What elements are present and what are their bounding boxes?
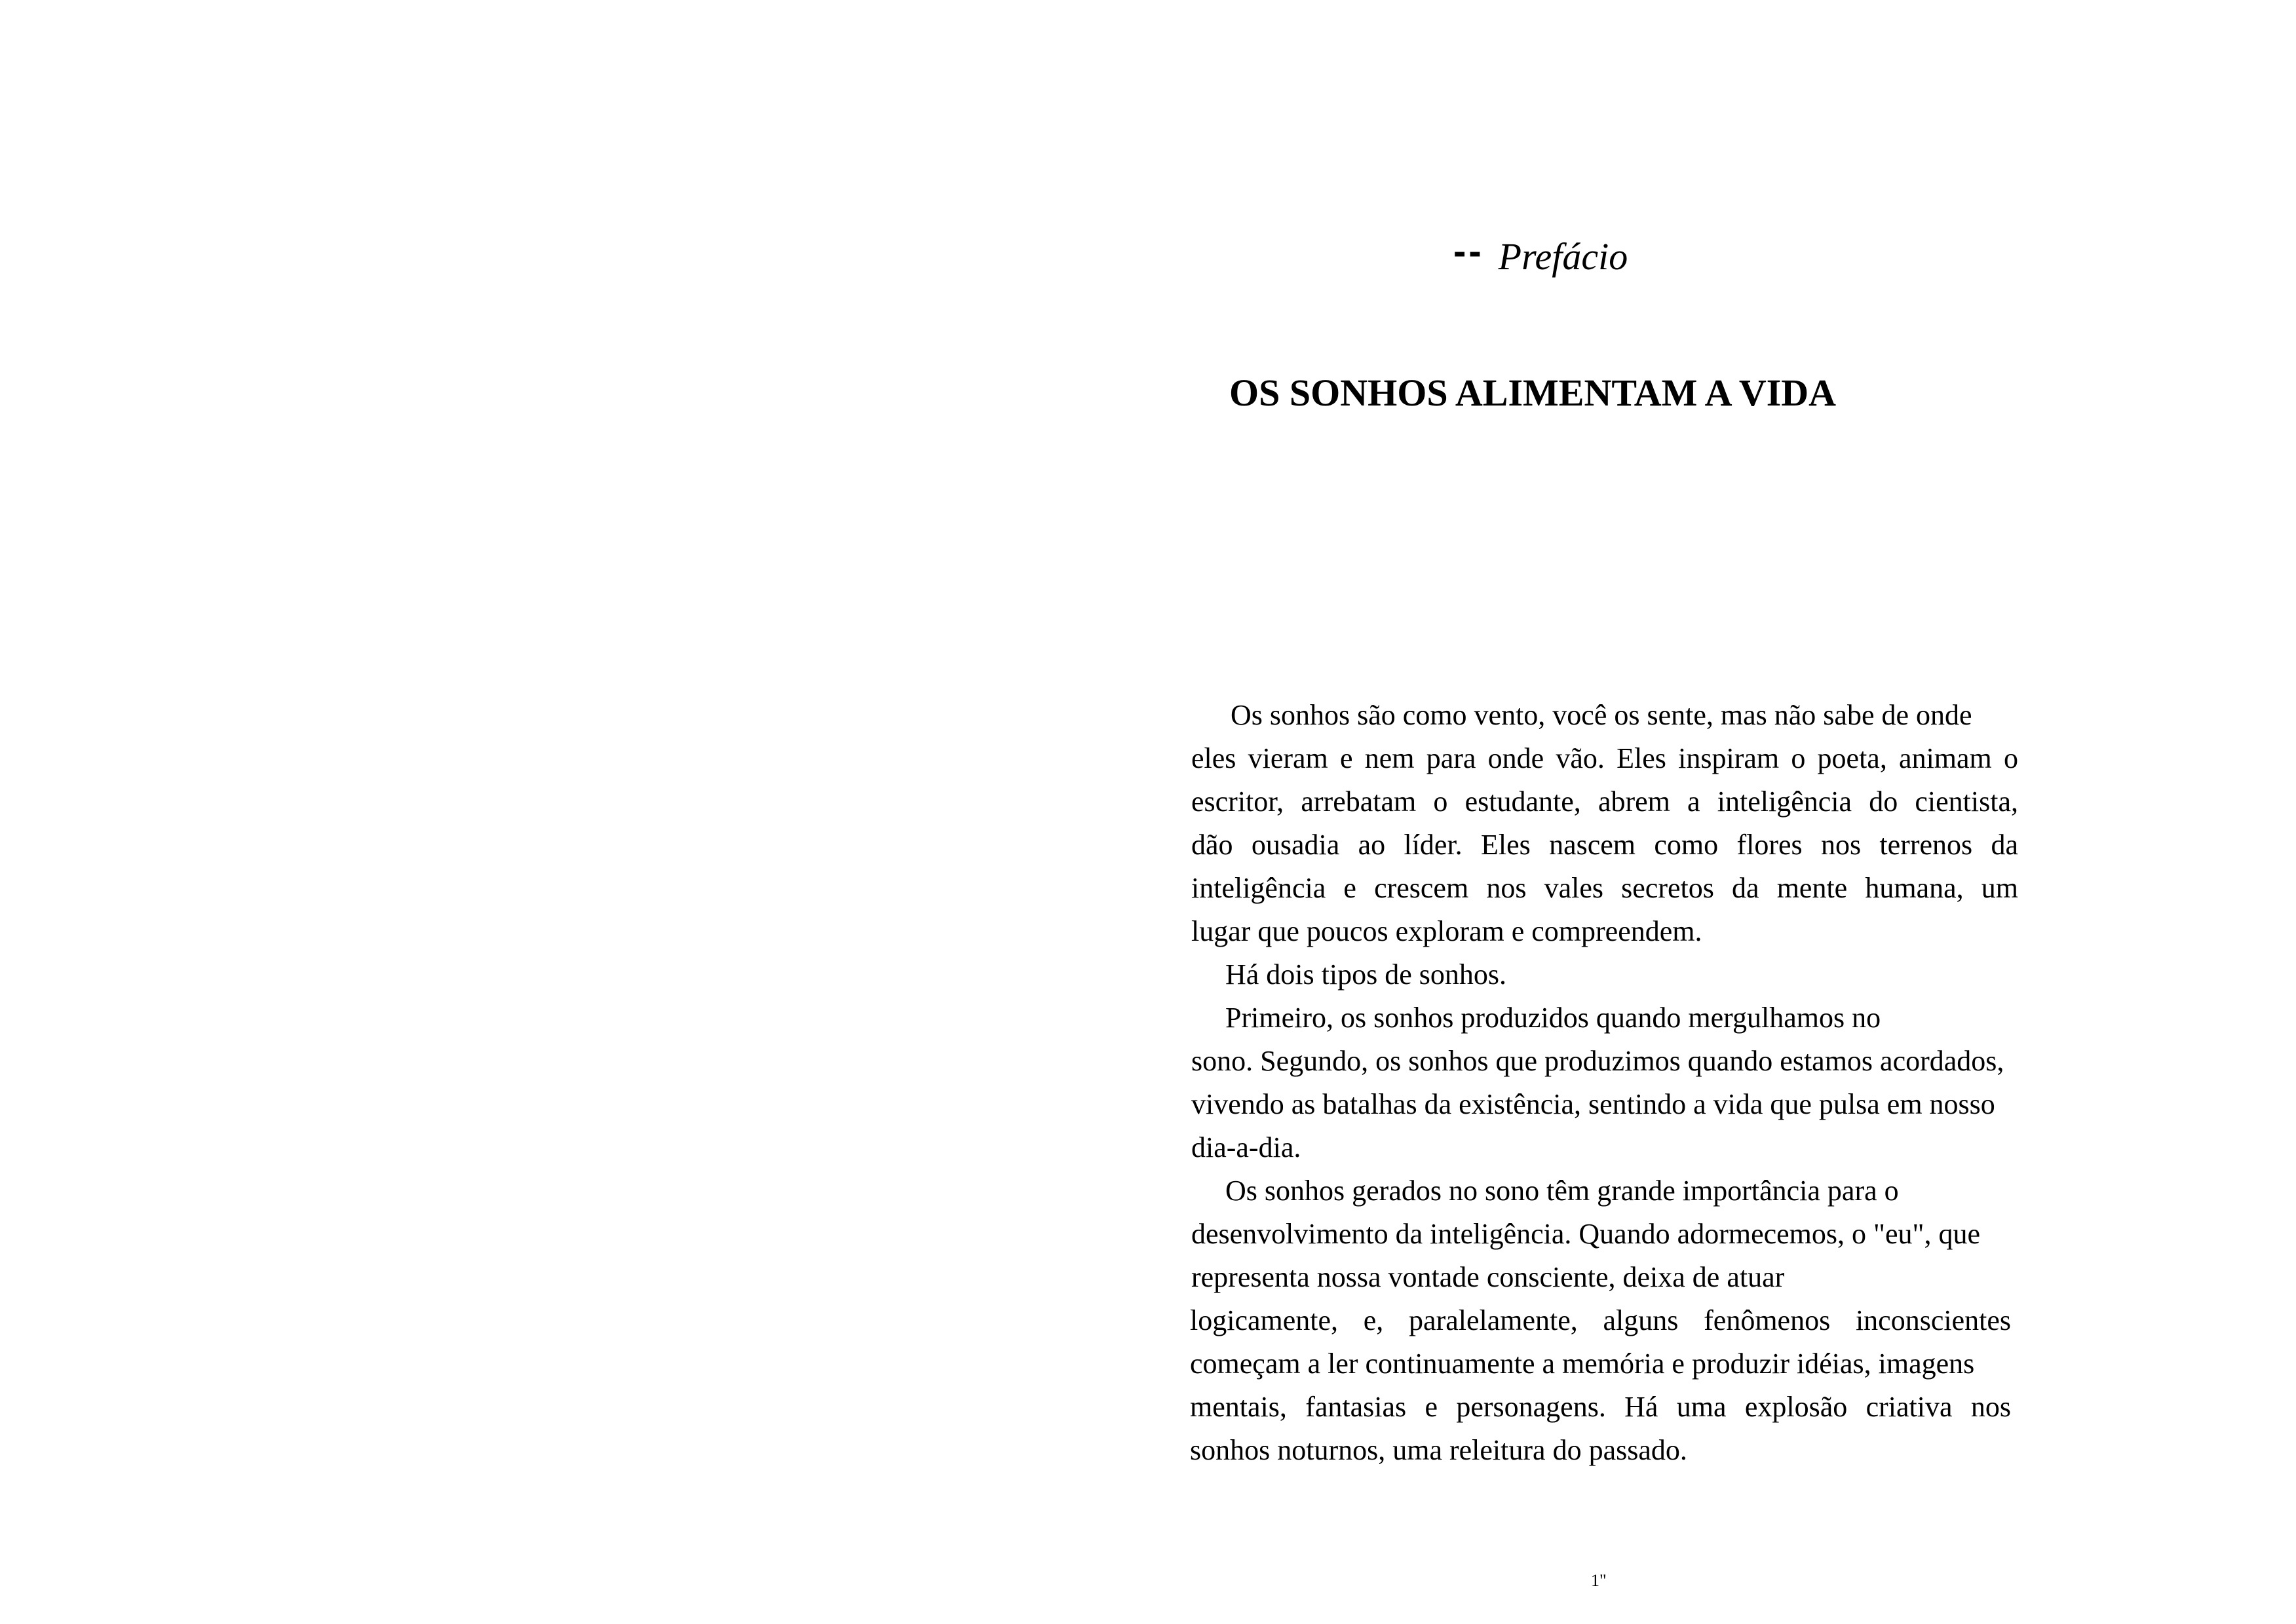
body-line: Os sonhos gerados no sono têm grande importância para o [1225,1175,1899,1207]
body-line: eles vieram e nem para onde vão. Eles inspiram o poeta, animam o [1191,742,2018,774]
body-line: Os sonhos são como vento, você os sente, mas não sabe de onde [1231,699,1972,731]
body-line: vivendo as batalhas da existência, sentindo a vida que pulsa em nosso [1191,1088,1995,1120]
body-line: escritor, arrebatam o estudante, abrem a inteligência do cientista, [1191,785,2018,818]
body-line: começam a ler continuamente a memória e produzir idéias, imagens [1190,1348,1975,1380]
body-line: inteligência e crescem nos vales secretos da mente humana, um [1191,872,2018,904]
body-line: representa nossa vontade consciente, deixa de atuar [1191,1261,1785,1293]
body-line: lugar que poucos exploram e compreendem. [1191,915,1702,947]
body-line: dia-a-dia. [1191,1131,1301,1163]
chapter-title: OS SONHOS ALIMENTAM A VIDA [1229,371,1837,414]
body-line: desenvolvimento da inteligência. Quando adormecemos, o "eu", que [1191,1218,1981,1250]
body-line: Há dois tipos de sonhos. [1225,958,1506,991]
body-line: sonhos noturnos, uma releitura do passado. [1190,1434,1687,1466]
body-line: Primeiro, os sonhos produzidos quando mergulhamos no [1225,1002,1881,1034]
section-label [1453,231,1628,283]
body-line: sono. Segundo, os sonhos que produzimos quando estamos acordados, [1191,1045,2004,1077]
page-number: 1" [1591,1571,1607,1590]
body-line: dão ousadia ao líder. Eles nascem como flores nos terrenos da [1191,829,2018,861]
body-line: mentais, fantasias e personagens. Há uma explosão criativa nos [1190,1391,2011,1423]
section-dash: -- [1453,230,1484,273]
body-line: logicamente, e, paralelamente, alguns fenômenos inconscientes [1190,1304,2011,1336]
section-label-text: Prefácio [1498,235,1628,278]
